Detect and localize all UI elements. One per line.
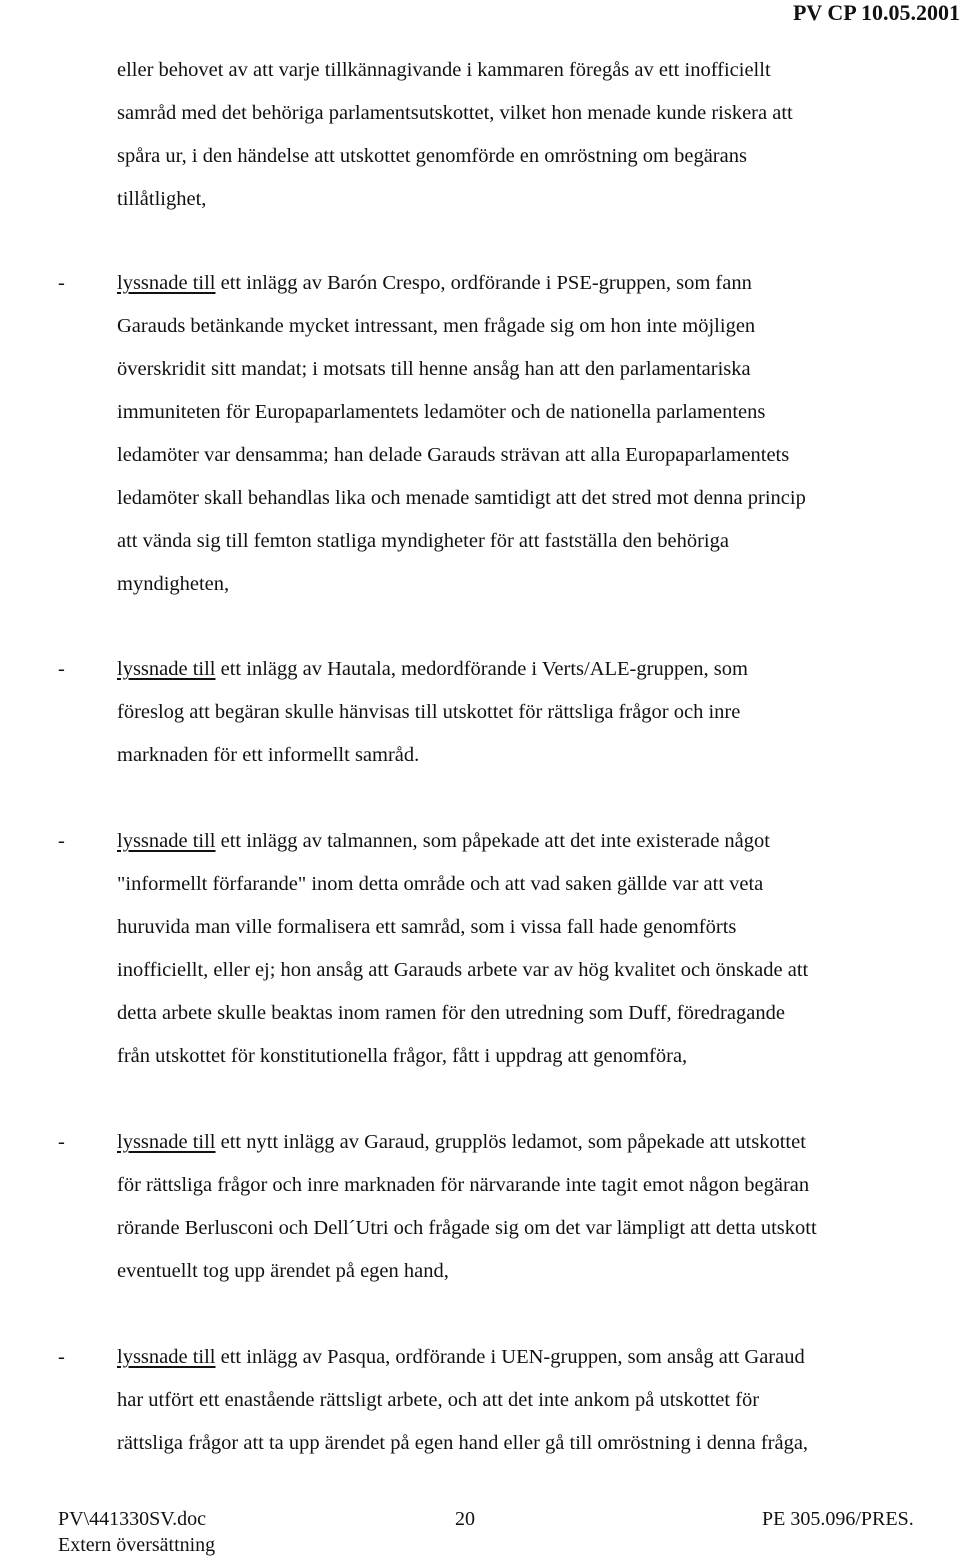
footer-page-number: 20 [455, 1508, 475, 1530]
lead-continuation: ett nytt inlägg av Garaud, grupplös ledamot, som påpekade att utskottet [215, 1131, 806, 1153]
paragraph-line [117, 1121, 958, 1164]
list-dash: - [58, 1346, 65, 1368]
lead-continuation: ett inlägg av Barón Crespo, ordförande i PSE-gruppen, som fann [215, 272, 752, 294]
paragraph-line: ledamöter skall behandlas lika och menade samtidigt att det stred mot denna princip [117, 487, 806, 509]
footer-doc-reference: PV\441330SV.doc [58, 1508, 206, 1530]
underlined-lead: lyssnade till [117, 1346, 216, 1368]
paragraph-line: huruvida man ville formalisera ett samråd, som i vissa fall hade genomförts [117, 916, 737, 938]
lead-continuation: ett inlägg av Pasqua, ordförande i UEN-gruppen, som ansåg att Garaud [215, 1346, 805, 1368]
paragraph-line: ledamöter var densamma; han delade Garauds strävan att alla Europaparlamentets [117, 444, 790, 466]
list-item-body [117, 1121, 958, 1293]
paragraph-line: rörande Berlusconi och Dell´Utri och frågade sig om det var lämpligt att detta utskott [117, 1217, 817, 1239]
paragraph-line [117, 648, 958, 691]
list-item-baron-crespo [58, 262, 958, 606]
paragraph-line: detta arbete skulle beaktas inom ramen för den utredning som Duff, föredragande [117, 1002, 785, 1024]
list-dash: - [58, 1131, 65, 1153]
intro-paragraph [117, 49, 952, 221]
paragraph-line [117, 262, 958, 305]
paragraph-line: marknaden för ett informellt samråd. [117, 744, 420, 766]
lead-continuation: ett inlägg av Hautala, medordförande i Verts/ALE-gruppen, som [215, 658, 748, 680]
list-item-body [117, 820, 958, 1078]
underlined-lead: lyssnade till [117, 1131, 216, 1153]
paragraph-line: eventuellt tog upp ärendet på egen hand, [117, 1260, 449, 1282]
paragraph-line: eller behovet av att varje tillkännagivande i kammaren föregås av ett inofficiellt [117, 59, 771, 81]
paragraph-line: att vända sig till femton statliga myndigheter för att fastställa den behöriga [117, 530, 729, 552]
list-item-talmannen [58, 820, 958, 1078]
list-dash: - [58, 272, 65, 294]
page-header-reference: PV CP 10.05.2001 [792, 0, 960, 25]
paragraph-line: immuniteten för Europaparlamentets ledamöter och de nationella parlamentens [117, 401, 766, 423]
paragraph-line: från utskottet för konstitutionella frågor, fått i uppdrag att genomföra, [117, 1045, 688, 1067]
paragraph-line: samråd med det behöriga parlamentsutskottet, vilket hon menade kunde riskera att [117, 102, 793, 124]
list-dash: - [58, 830, 65, 852]
underlined-lead: lyssnade till [117, 658, 216, 680]
paragraph-line [117, 820, 958, 863]
paragraph-line: för rättsliga frågor och inre marknaden för närvarande inte tagit emot någon begäran [117, 1174, 810, 1196]
paragraph-line: "informellt förfarande" inom detta område och att vad saken gällde var att veta [117, 873, 764, 895]
list-item-body [117, 648, 958, 777]
list-dash: - [58, 658, 65, 680]
lead-continuation: ett inlägg av talmannen, som påpekade att det inte existerade något [215, 830, 770, 852]
list-item-pasqua [58, 1336, 958, 1465]
paragraph-line [117, 1336, 958, 1379]
underlined-lead: lyssnade till [117, 272, 216, 294]
paragraph-line: rättsliga frågor att ta upp ärendet på egen hand eller gå till omröstning i denna fråga, [117, 1432, 809, 1454]
paragraph-line: föreslog att begäran skulle hänvisas till utskottet för rättsliga frågor och inre [117, 701, 741, 723]
paragraph-line: Garauds betänkande mycket intressant, men frågade sig om hon inte möjligen [117, 315, 756, 337]
list-item-hautala [58, 648, 958, 777]
paragraph-line: inofficiellt, eller ej; hon ansåg att Garauds arbete var av hög kvalitet och önskade att [117, 959, 809, 981]
underlined-lead: lyssnade till [117, 830, 216, 852]
list-item-body [117, 262, 958, 606]
paragraph-line: spåra ur, i den händelse att utskottet genomförde en omröstning om begärans [117, 145, 747, 167]
paragraph-line: har utfört ett enastående rättsligt arbete, och att det inte ankom på utskottet för [117, 1389, 760, 1411]
paragraph-line: tillåtlighet, [117, 188, 207, 210]
footer-pe-reference: PE 305.096/PRES. [762, 1508, 914, 1530]
list-item-garaud [58, 1121, 958, 1293]
paragraph-line: myndigheten, [117, 573, 230, 595]
list-item-body [117, 1336, 958, 1465]
footer-translation-note: Extern översättning [58, 1534, 216, 1556]
paragraph-line: överskridit sitt mandat; i motsats till henne ansåg han att den parlamentariska [117, 358, 751, 380]
